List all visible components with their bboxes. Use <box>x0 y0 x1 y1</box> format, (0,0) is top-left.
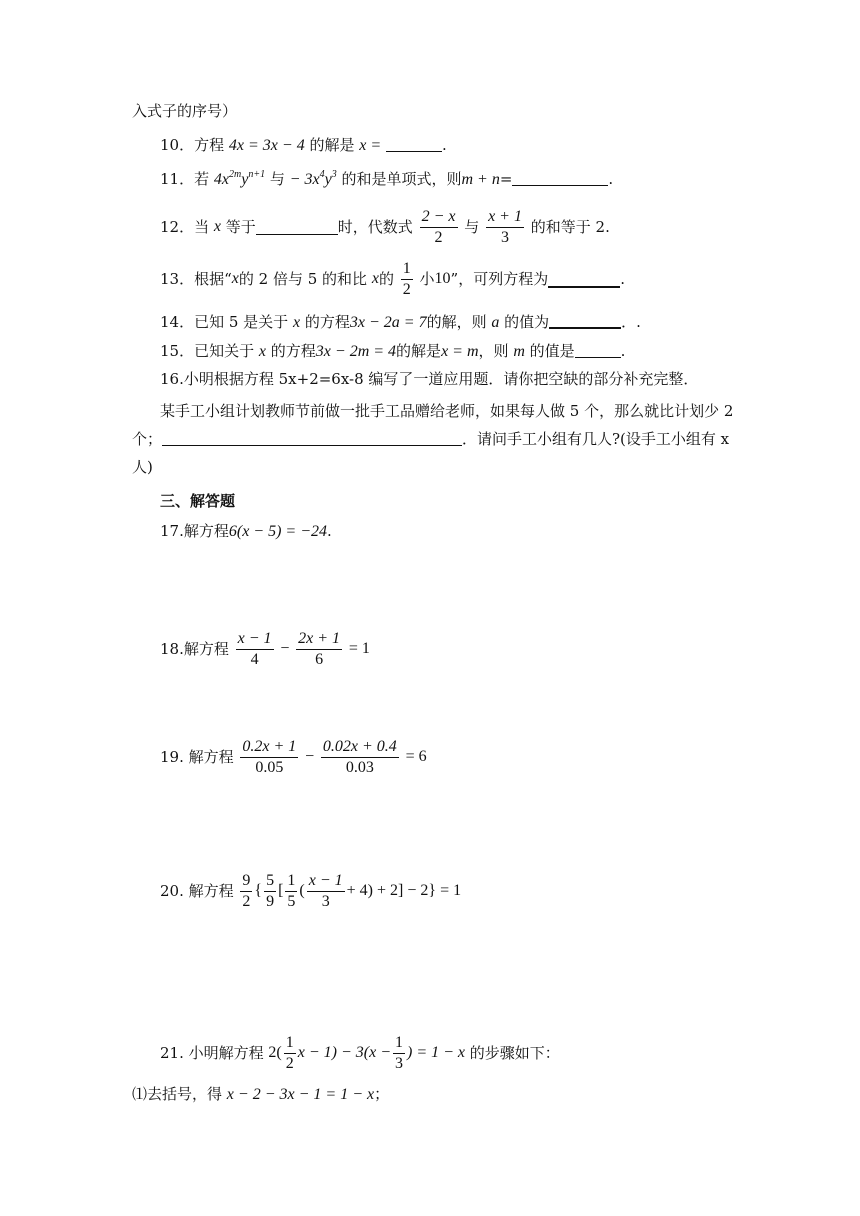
answer-blank[interactable] <box>162 430 462 446</box>
fraction: $\frac{5}{9}$ <box>266 871 275 910</box>
answer-blank[interactable] <box>386 136 442 152</box>
fraction: $\frac{x - 1}{3}$ <box>308 871 343 910</box>
answer-blank[interactable] <box>575 342 621 358</box>
answer-blank[interactable] <box>256 219 338 235</box>
question-14: 14．已知 5 是关于 x 的方程3x − 2a = 7的解，则 a 的值为 ．. <box>160 313 641 331</box>
top-fragment: 入式子的序号） <box>132 102 238 120</box>
fraction: $\frac{2x + 1}{6}$ <box>298 629 341 668</box>
fraction: $\frac{x - 1}{4}$ <box>237 629 272 668</box>
fraction: $\frac{1}{2}$ <box>402 259 411 298</box>
question-10: 10．方程 4x = 3x − 4 的解是 x = . <box>160 136 447 154</box>
fraction: $\frac{1}{5}$ <box>287 871 296 910</box>
question-16-line2: 某手工小组计划教师节前做一批手工品赠给老师，如果每人做 5 个，那么就比计划少 2 <box>160 402 734 420</box>
fraction: $\frac{0.02x + 0.4}{0.03}$ <box>322 737 397 776</box>
fraction: $\frac{1}{3}$ <box>394 1033 403 1072</box>
question-16-line4: 人) <box>132 458 153 476</box>
answer-blank[interactable] <box>549 312 621 329</box>
question-16-line1: 16.小明根据方程 5x+2=6x-8 编写了一道应用题．请你把空缺的部分补充完整． <box>160 370 699 388</box>
question-11: 11．若 $4x^{2m}y^{n+1}$ 与 − $3x^4y^3$ 的和是单项式，则m + n= . <box>160 169 614 188</box>
solution-step-1: ⑴去括号，得 x − 2 − 3x − 1 = 1 − x； <box>132 1085 390 1103</box>
question-15: 15．已知关于 x 的方程3x − 2m = 4的解是x = m，则 m 的值是 . <box>160 342 626 360</box>
fraction: $\frac{2 - x}{2}$ <box>421 207 456 246</box>
answer-blank[interactable] <box>512 170 608 186</box>
question-13: 13．根据“x的 2 倍与 5 的和比 x的 $\frac{1}{2}$ 小10”，可列方程为 . <box>160 259 625 298</box>
fraction: $\frac{9}{2}$ <box>242 871 251 910</box>
question-17: 17.解方程6(x − 5) = −24. <box>160 522 332 540</box>
section-heading: 三、解答题 <box>160 492 236 510</box>
question-21: 21. 小明解方程 2( $\frac{1}{2}$ x − 1) − 3(x − $\frac{1}{3}$ ) = 1 − x 的步骤如下： <box>160 1033 560 1072</box>
question-18: 18.解方程 $\frac{x - 1}{4}$ − $\frac{2x + 1}{6}$ = 1 <box>160 629 370 668</box>
fraction: $\frac{1}{2}$ <box>285 1033 294 1072</box>
fraction: $\frac{x + 1}{3}$ <box>488 207 522 246</box>
fraction: $\frac{0.2x + 1}{0.05}$ <box>242 737 297 776</box>
answer-blank[interactable] <box>548 271 620 288</box>
question-19: 19. 解方程 $\frac{0.2x + 1}{0.05}$ − $\frac{0.02x + 0.4}{0.03}$ = 6 <box>160 737 427 776</box>
question-12: 12．当 x 等于 时，代数式 $\frac{2 - x}{2}$ 与 $\frac{x + 1}{3}$ 的和等于 2. <box>160 207 610 246</box>
question-20: 20. 解方程 $\frac{9}{2}$ { $\frac{5}{9}$ [ $\frac{1}{5}$ ( $\frac{x - 1}{3}$ + 4) + 2] − 2} = 1 <box>160 871 462 910</box>
question-16-line3: 个； ．请问手工小组有几人?(设手工小组有 x <box>132 430 730 448</box>
